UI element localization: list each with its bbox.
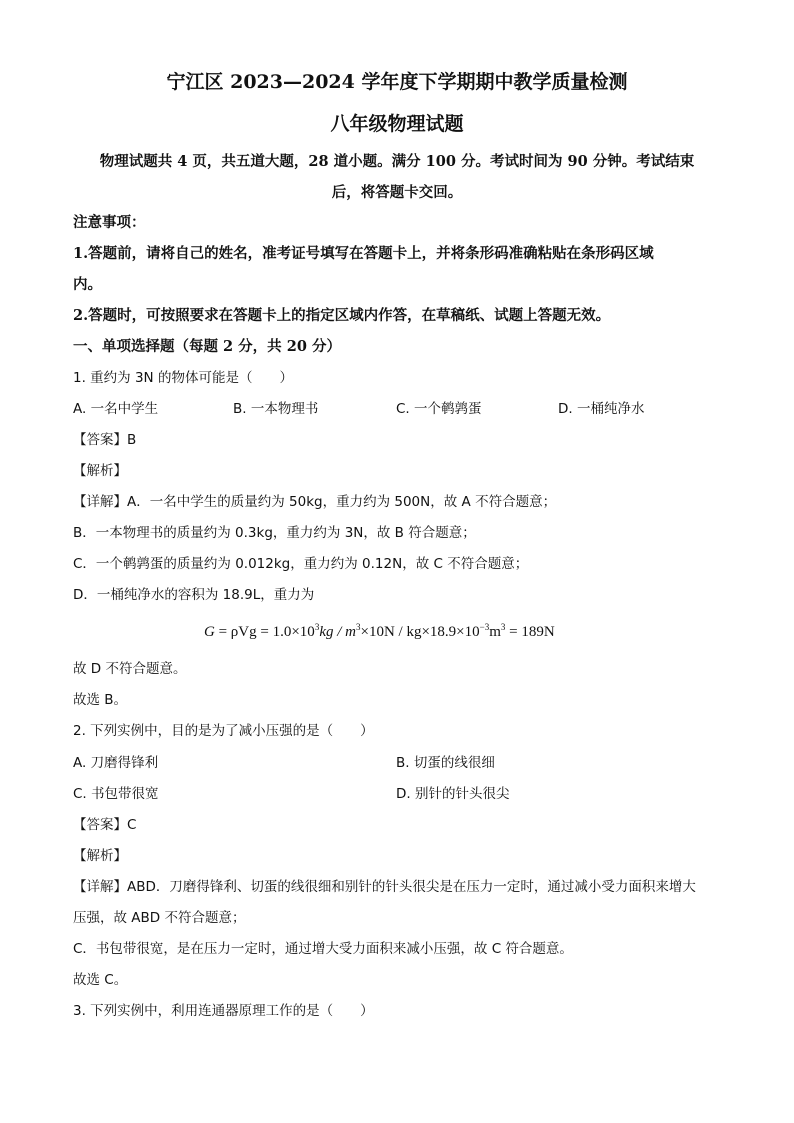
q1-stem: 1. 重约为 3N 的物体可能是（ ） xyxy=(73,370,293,386)
formula-density-unit: kg / m xyxy=(319,624,356,640)
exam-title: 宁江区 2023—2024 学年度下学期期中教学质量检测 xyxy=(166,71,628,93)
formula-result: = 189N xyxy=(509,624,555,640)
q1-option-d: D. 一桶纯净水 xyxy=(558,401,645,417)
formula-volume-unit-exp: 3 xyxy=(500,622,506,632)
formula-density-exp: 3 xyxy=(314,622,320,632)
q1-option-b: B. 一本物理书 xyxy=(233,401,319,417)
formula-rho-v-g: = ρVg = xyxy=(218,624,269,640)
notes-item-1b: 内。 xyxy=(73,276,102,293)
q2-option-c: C. 书包带很宽 xyxy=(73,786,159,802)
formula-volume: ×18.9×10 xyxy=(421,624,480,640)
notes-item-1a: 1.答题前，请将自己的姓名，准考证号填写在答题卡上，并将条形码准确粘贴在条形码区域 xyxy=(73,245,654,262)
notes-item-2: 2.答题时，可按照要求在答题卡上的指定区域内作答，在草稿纸、试题上答题无效。 xyxy=(73,307,611,324)
q2-stem: 2. 下列实例中，目的是为了减小压强的是（ ） xyxy=(73,723,374,739)
q2-conclusion: 故选 C。 xyxy=(73,972,128,988)
exam-subtitle: 八年级物理试题 xyxy=(330,113,464,135)
q1-detail-4: D．一桶纯净水的容积为 18.9L，重力为 xyxy=(73,587,315,603)
q1-detail-3: C．一个鹌鹑蛋的质量约为 0.012kg，重力约为 0.12N，故 C 不符合题意； xyxy=(73,556,529,572)
formula-density-unit-exp: 3 xyxy=(355,622,361,632)
q2-option-d: D. 别针的针头很尖 xyxy=(396,786,510,802)
q1-detail-1: 【详解】A．一名中学生的质量约为 50kg，重力约为 500N，故 A 不符合题意； xyxy=(73,494,557,510)
q2-option-a: A. 刀磨得锋利 xyxy=(73,755,159,771)
section-heading: 一、单项选择题（每题 2 分，共 20 分） xyxy=(73,338,341,355)
q1-option-c: C. 一个鹌鹑蛋 xyxy=(396,401,482,417)
intro-line-1: 物理试题共 4 页，共五道大题，28 道小题。满分 100 分。考试时间为 90 分钟。考试结束 xyxy=(99,153,695,170)
formula-volume-unit: m xyxy=(489,624,501,640)
intro-line-2: 后，将答题卡交回。 xyxy=(331,184,463,201)
q2-detail-1a: 【详解】ABD．刀磨得锋利、切蛋的线很细和别针的针头很尖是在压力一定时，通过减小受力面积来增大 xyxy=(73,879,696,895)
q2-detail-1b: 压强，故 ABD 不符合题意； xyxy=(73,910,246,926)
q2-analysis-label: 【解析】 xyxy=(73,848,127,864)
q2-detail-2: C．书包带很宽，是在压力一定时，通过增大受力面积来减小压强，故 C 符合题意。 xyxy=(73,941,573,957)
q1-answer: 【答案】B xyxy=(73,432,137,448)
q1-analysis-label: 【解析】 xyxy=(73,463,127,479)
q2-answer: 【答案】C xyxy=(73,817,137,833)
q1-detail-2: B．一本物理书的质量约为 0.3kg，重力约为 3N，故 B 符合题意； xyxy=(73,525,476,541)
q3-stem: 3. 下列实例中，利用连通器原理工作的是（ ） xyxy=(73,1003,374,1019)
q1-detail-5: 故 D 不符合题意。 xyxy=(73,661,187,677)
formula-lhs: G xyxy=(204,624,215,640)
q1-conclusion: 故选 B。 xyxy=(73,692,128,708)
gravity-formula xyxy=(204,622,555,642)
formula-density: 1.0×10 xyxy=(272,624,315,640)
q1-option-a: A. 一名中学生 xyxy=(73,401,159,417)
q2-option-b: B. 切蛋的线很细 xyxy=(396,755,495,771)
formula-volume-exp: −3 xyxy=(479,622,490,632)
formula-g-part: ×10N / kg xyxy=(360,624,422,640)
notes-heading: 注意事项： xyxy=(73,214,146,231)
